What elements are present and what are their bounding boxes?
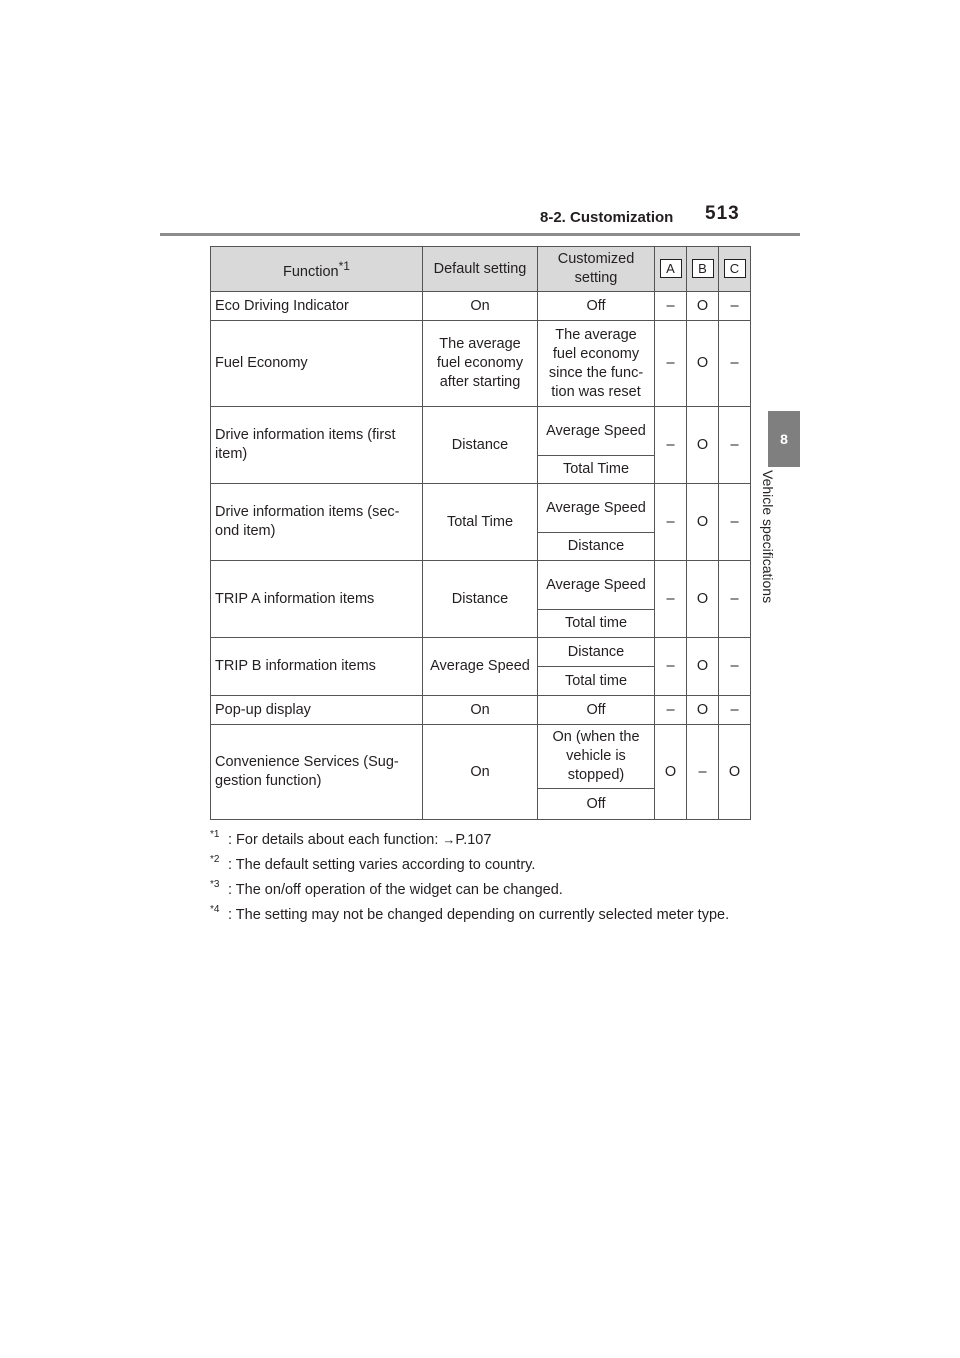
custom-cell: Total time [538, 610, 655, 638]
b-cell: O [687, 407, 719, 484]
header-rule [160, 233, 800, 236]
col-b-header: B [687, 247, 719, 292]
custom-cell: Distance [538, 533, 655, 561]
default-cell: On [423, 725, 538, 820]
col-c-header: C [719, 247, 751, 292]
footnote: *2 : The default setting varies according to country. [210, 854, 536, 873]
default-cell: On [423, 696, 538, 725]
c-cell: O [719, 725, 751, 820]
function-cell: TRIP B information items [211, 638, 423, 696]
table-row [211, 696, 751, 725]
a-cell: – [655, 561, 687, 638]
c-cell: – [719, 292, 751, 321]
b-cell: O [687, 321, 719, 407]
table-row [211, 321, 751, 407]
c-cell: – [719, 321, 751, 407]
footnote: *1 : For details about each function: →P.107 [210, 829, 492, 848]
a-cell: – [655, 407, 687, 484]
b-cell: O [687, 696, 719, 725]
table-header-row [211, 247, 751, 292]
default-cell: The average fuel economy after starting [423, 321, 538, 407]
custom-cell: Off [538, 292, 655, 321]
custom-cell: On (when the vehicle is stopped) [538, 725, 655, 789]
page-number: 513 [705, 203, 740, 224]
customized-header: Customized setting [538, 247, 655, 292]
function-cell: Drive information items (sec-ond item) [211, 484, 423, 561]
custom-cell: Total Time [538, 456, 655, 484]
arrow-right-icon: → [442, 832, 456, 847]
page-header [160, 203, 800, 233]
b-cell: O [687, 292, 719, 321]
custom-cell: Off [538, 696, 655, 725]
custom-cell: Off [538, 789, 655, 820]
footnote: *4 : The setting may not be changed depending on currently selected meter type. [210, 904, 730, 923]
custom-cell: Distance [538, 638, 655, 667]
a-cell: – [655, 696, 687, 725]
table-row [211, 407, 751, 456]
settings-table [210, 246, 751, 820]
table-row [211, 484, 751, 533]
b-cell: O [687, 638, 719, 696]
default-cell: Total Time [423, 484, 538, 561]
footnotes [210, 830, 770, 930]
chapter-tab-label: Vehicle specifications [760, 470, 776, 604]
a-cell: – [655, 292, 687, 321]
col-a-header: A [655, 247, 687, 292]
a-cell: – [655, 321, 687, 407]
footnote: *3 : The on/off operation of the widget can be changed. [210, 879, 563, 898]
default-cell: Average Speed [423, 638, 538, 696]
a-cell: O [655, 725, 687, 820]
function-cell: Pop-up display [211, 696, 423, 725]
table-row [211, 638, 751, 667]
chapter-tab-number: 8 [768, 411, 800, 467]
table-row [211, 725, 751, 789]
function-cell: Eco Driving Indicator [211, 292, 423, 321]
b-cell: O [687, 484, 719, 561]
b-cell: O [687, 561, 719, 638]
table-row [211, 561, 751, 610]
c-cell: – [719, 561, 751, 638]
section-title: 8-2. Customization [540, 209, 674, 226]
function-cell: Drive information items (first item) [211, 407, 423, 484]
function-header: Function$^{*1}$ [211, 247, 423, 292]
default-cell: Distance [423, 561, 538, 638]
default-cell: Distance [423, 407, 538, 484]
a-cell: – [655, 484, 687, 561]
a-cell: – [655, 638, 687, 696]
custom-cell: The average fuel economy since the func-tion was reset [538, 321, 655, 407]
table-row [211, 292, 751, 321]
custom-cell: Average Speed [538, 407, 655, 456]
b-cell: – [687, 725, 719, 820]
custom-cell: Average Speed [538, 561, 655, 610]
c-cell: – [719, 407, 751, 484]
default-cell: On [423, 292, 538, 321]
function-cell: Fuel Economy [211, 321, 423, 407]
c-cell: – [719, 484, 751, 561]
c-cell: – [719, 696, 751, 725]
default-header: Default setting [423, 247, 538, 292]
c-cell: – [719, 638, 751, 696]
function-cell: Convenience Services (Sug-gestion function) [211, 725, 423, 820]
custom-cell: Total time [538, 667, 655, 696]
page-reference-link[interactable]: P.107 [455, 832, 492, 848]
custom-cell: Average Speed [538, 484, 655, 533]
function-cell: TRIP A information items [211, 561, 423, 638]
